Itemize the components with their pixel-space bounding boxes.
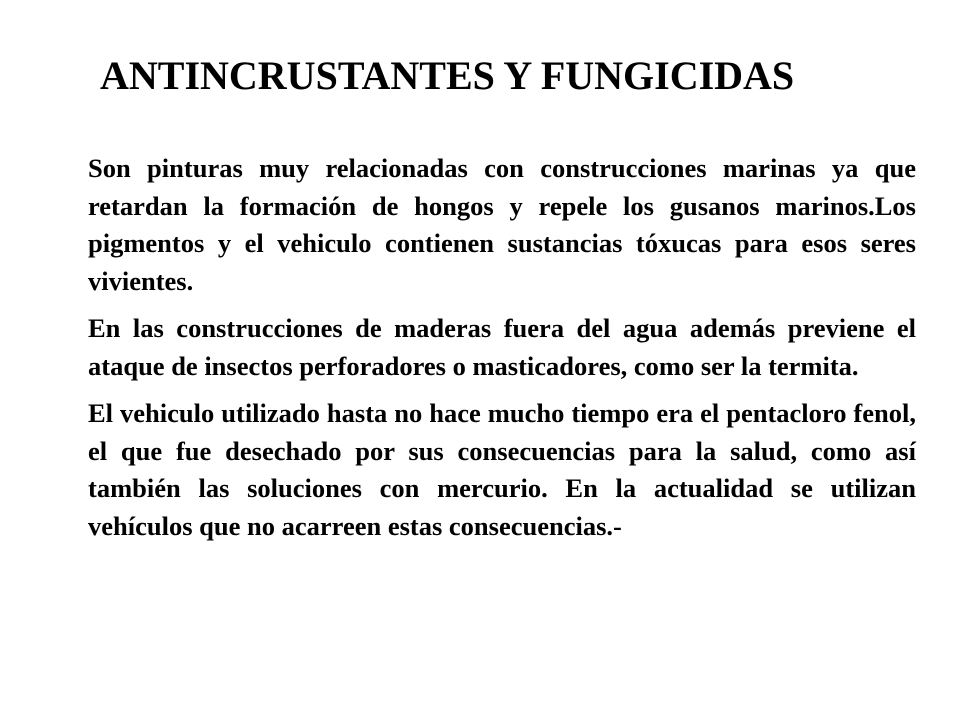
slide-body [88, 150, 916, 555]
paragraph-wood-insects: En las construcciones de maderas fuera del agua además previene el ataque de insectos perforadores o masticadores, como ser la termita. [88, 313, 916, 381]
paragraph-vehicle-history: El vehiculo utilizado hasta no hace mucho tiempo era el pentacloro fenol, el que fue desechado por sus consecuencias para la salud, como así también las soluciones con mercurio. En la actualidad se utilizan vehículos que no acarreen estas consecuencias.- [88, 398, 916, 541]
paragraph-marine-paints: Son pinturas muy relacionadas con construcciones marinas ya que retardan la formación de hongos y repele los gusanos marinos.Los pigmentos y el vehiculo contienen sustancias tóxucas para esos seres vivientes. [88, 153, 916, 296]
slide-title: ANTINCRUSTANTES Y FUNGICIDAS [100, 53, 795, 98]
